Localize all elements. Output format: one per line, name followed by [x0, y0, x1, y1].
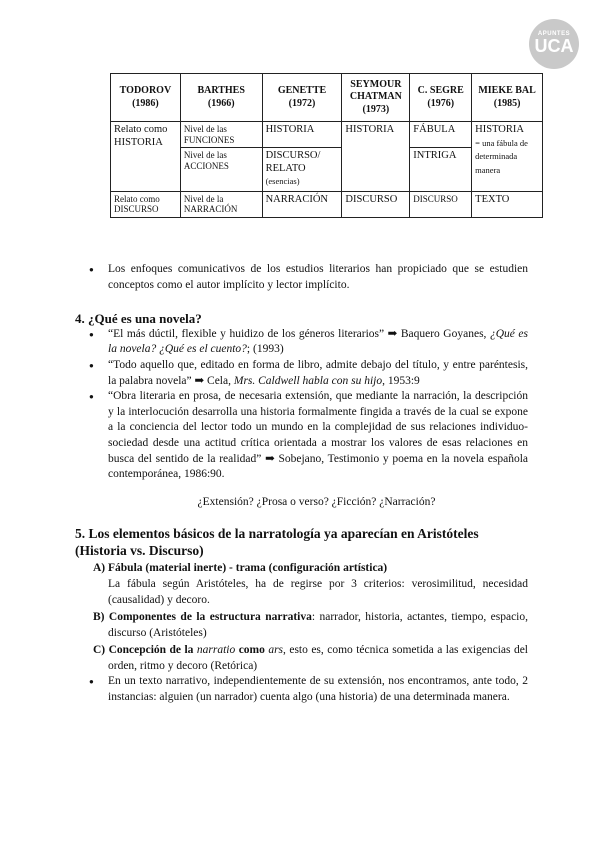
- table-cell: [262, 148, 342, 192]
- element-a: [93, 561, 528, 608]
- novel-definitions-list: [75, 327, 528, 483]
- element-c: [93, 643, 528, 674]
- table-row: [111, 122, 543, 148]
- closing-list: [75, 674, 528, 705]
- table-cell: HISTORIA: [262, 122, 342, 148]
- document-body: [75, 262, 528, 706]
- work-title: ¿Qué es la novela? ¿Qué es el cuento?: [108, 327, 528, 356]
- narratology-comparison-table: [110, 73, 543, 218]
- table-header-cell: MIEKE BAL (1985): [472, 74, 543, 122]
- table-header-cell: GENETTE (1972): [262, 74, 342, 122]
- table-row: [111, 191, 543, 217]
- table-cell: DISCURSO: [342, 191, 410, 217]
- table-header-cell: C. SEGRE (1976): [410, 74, 472, 122]
- table-cell: INTRIGA: [410, 148, 472, 192]
- element-b-label: B) Componentes de la estructura narrativa: [93, 611, 312, 624]
- watermark-logo: [529, 19, 579, 69]
- section-5-heading: 5. Los elementos básicos de la narratología ya aparecían en Aristóteles (Historia vs. Discurso): [75, 526, 479, 559]
- table-cell: Relato como HISTORIA: [111, 122, 181, 192]
- table-header-cell: TODOROV (1986): [111, 74, 181, 122]
- table-cell-title: DISCURSO/ RELATO: [265, 150, 321, 174]
- element-a-description: La fábula según Aristóteles, ha de regirse por 3 criterios: verosimilitud, necesidad (causalidad) y decoro.: [108, 577, 528, 606]
- list-item: ● En un texto narrativo, independientemente de su extensión, nos encontramos, ante todo, 2 instancias: alguien (un narrador) cuenta algo (una historia) de una determinada manera.: [75, 674, 528, 705]
- list-item: [75, 358, 528, 389]
- work-title: Mrs. Caldwell habla con su hijo: [233, 374, 383, 387]
- table-header-cell: SEYMOUR CHATMAN (1973): [342, 74, 410, 122]
- watermark-main-text: UCA: [534, 36, 574, 56]
- element-c-text: , esto es, como técnica sometida a las exigencias del orden, ritmo y decoro (Retórica): [108, 644, 529, 672]
- element-c-term-2: ars: [268, 644, 284, 657]
- element-b-text: : narrador, historia, actantes, tiempo, espacio, discurso (Aristóteles): [108, 611, 528, 639]
- watermark-top-text: APUNTES: [537, 31, 571, 37]
- table-cell: DISCURSO: [410, 191, 472, 217]
- questions-line: ¿Extensión? ¿Prosa o verso? ¿Ficción? ¿Narración?: [197, 495, 436, 508]
- table-cell: HISTORIA: [342, 122, 410, 192]
- table-cell: TEXTO: [472, 191, 543, 217]
- table-header-row: [111, 74, 543, 122]
- list-item: ● Los enfoques comunicativos de los estudios literarios han propiciado que se estudien conceptos como el autor implícito y lector implícito.: [75, 262, 528, 293]
- aristotle-elements: [75, 561, 528, 674]
- table-cell-title: HISTORIA: [475, 124, 524, 135]
- definition-quote: “El más dúctil, flexible y huidizo de los géneros literarios” ➡ Baquero Goyanes,: [108, 327, 487, 340]
- section-4-heading: 4. ¿Qué es una novela?: [75, 311, 202, 327]
- element-c-term: narratio: [196, 644, 236, 657]
- table-cell: NARRACIÓN: [262, 191, 342, 217]
- element-b: [93, 610, 528, 641]
- list-item: [75, 327, 528, 358]
- table-cell: [472, 122, 543, 192]
- element-a-label: A) Fábula (material inerte) - trama (configuración artística): [93, 562, 388, 575]
- table-header-cell: BARTHES (1966): [180, 74, 262, 122]
- element-c-label: C) Concepción de la: [93, 644, 194, 657]
- definition-quote: “Todo aquello que, editado en forma de libro, admite debajo del título, y entre paréntesis, la palabra novela” ➡ Cela,: [108, 358, 528, 387]
- table-cell: Nivel de las ACCIONES: [180, 148, 262, 192]
- table-cell: Nivel de las FUNCIONES: [180, 122, 262, 148]
- element-c-label-2: como: [238, 644, 265, 657]
- table-cell: Relato como DISCURSO: [111, 191, 181, 217]
- intro-list: [75, 262, 528, 293]
- table-cell: Nivel de la NARRACIÓN: [180, 191, 262, 217]
- table-cell-note: = una fábula de determinada manera: [475, 137, 528, 175]
- table-cell: FÁBULA: [410, 122, 472, 148]
- list-item: ● “Obra literaria en prosa, de necesaria extensión, que mediante la narración, la descripción y la interlocución desarrolla una historia formalmente fingida a través de la cual se expone a la conciencia del lector todo un mundo en la complejidad de sus relaciones individuo-sociedad desde una actitud crítica orientada a mostrar los valores de esas relaciones en busca del sentido de la realidad” ➡ Sobejano, Testimonio y poema en la novela española contemporánea, 1986:90.: [75, 389, 528, 483]
- table-cell-note: (esencias): [265, 176, 300, 186]
- citation-tail: ; (1993): [246, 343, 284, 356]
- citation-tail: , 1953:9: [382, 374, 420, 387]
